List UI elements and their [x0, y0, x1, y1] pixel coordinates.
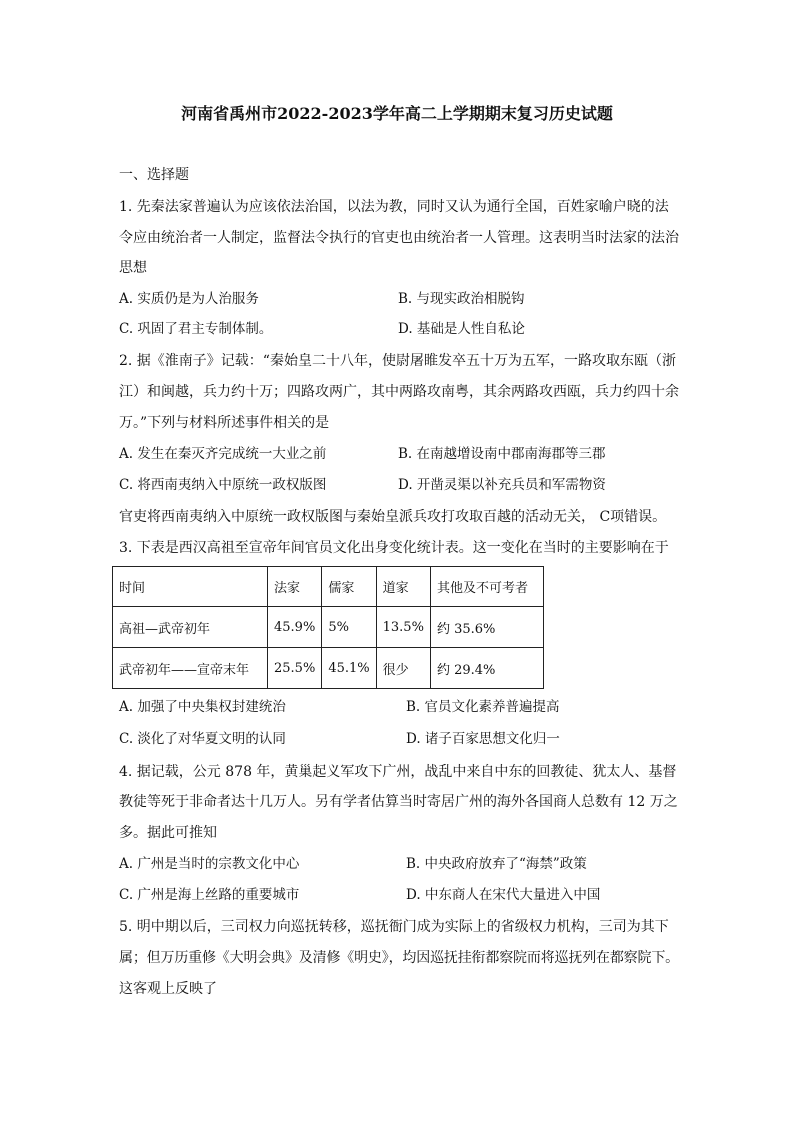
table-cell: 5%: [322, 607, 376, 648]
table-header-cell: 法家: [268, 567, 322, 607]
q4-option-c[interactable]: C. 广州是海上丝路的重要城市: [119, 887, 300, 903]
q3-stats-table: [112, 566, 544, 689]
q1-line-3: 思想: [119, 260, 147, 276]
q3-option-b[interactable]: B. 官员文化素养普遍提高: [406, 699, 560, 715]
table-cell: 45.9%: [268, 607, 322, 648]
table-cell: 高祖—武帝初年: [113, 607, 268, 648]
q1-option-a[interactable]: A. 实质仍是为人治服务: [119, 291, 259, 307]
q4-option-b[interactable]: B. 中央政府放弃了“海禁”政策: [406, 856, 587, 872]
q4-line-1: 4. 据记载，公元 878 年，黄巢起义军攻下广州，战乱中来自中东的回教徒、犹太人、基督: [119, 764, 677, 780]
q5-line-2: 属；但万历重修《大明会典》及清修《明史》，均因巡抚挂衔都察院而将巡抚列在都察院下。: [119, 950, 679, 966]
q2-option-a[interactable]: A. 发生在秦灭齐完成统一大业之前: [119, 446, 327, 462]
table-header-cell: 时间: [113, 567, 268, 607]
table-header-cell: 其他及不可考者: [430, 567, 543, 607]
table-header-cell: 儒家: [322, 567, 376, 607]
q2-line-2: 江）和闽越，兵力约十万；四路攻两广，其中两路攻南粤，其余两路攻西瓯，兵力约四十余: [119, 384, 679, 400]
table-cell: 约 29.4%: [430, 648, 543, 689]
table-cell: 45.1%: [322, 648, 376, 689]
q1-option-b[interactable]: B. 与现实政治相脱钩: [398, 291, 525, 307]
q2-option-d[interactable]: D. 开凿灵渠以补充兵员和军需物资: [398, 477, 606, 493]
q2-option-b[interactable]: B. 在南越增设南中郡南海郡等三郡: [398, 446, 606, 462]
q5-line-3: 这客观上反映了: [119, 981, 217, 997]
q2-option-c[interactable]: C. 将西南夷纳入中原统一政权版图: [119, 477, 327, 493]
q4-line-3: 多。据此可推知: [119, 825, 217, 841]
table-cell: 25.5%: [268, 648, 322, 689]
q4-option-a[interactable]: A. 广州是当时的宗教文化中心: [119, 856, 300, 872]
table-cell: 13.5%: [376, 607, 430, 648]
table-row: [113, 607, 544, 648]
table-cell: 很少: [376, 648, 430, 689]
table-header-row: [113, 567, 544, 607]
q2-line-1: 2. 据《淮南子》记载：“秦始皇二十八年，使尉屠睢发卒五十万为五军，一路攻取东瓯（浙: [119, 353, 676, 369]
table-row: [113, 648, 544, 689]
q1-line-2: 令应由统治者一人制定，监督法令执行的官吏也由统治者一人管理。这表明当时法家的法治: [119, 230, 679, 246]
q3-option-d[interactable]: D. 诸子百家思想文化归一: [406, 731, 560, 747]
q1-option-c[interactable]: C. 巩固了君主专制体制。: [119, 321, 273, 337]
table-header-cell: 道家: [376, 567, 430, 607]
table-cell: 武帝初年——宣帝末年: [113, 648, 268, 689]
q4-option-d[interactable]: D. 中东商人在宋代大量进入中国: [406, 887, 601, 903]
q1-option-d[interactable]: D. 基础是人性自私论: [398, 321, 525, 337]
q4-line-2: 教徒等死于非命者达十几万人。另有学者估算当时寄居广州的海外各国商人总数有 12 万之: [119, 794, 678, 810]
q2-line-3: 万。”下列与材料所述事件相关的是: [119, 415, 330, 431]
q3-option-a[interactable]: A. 加强了中央集权封建统治: [119, 699, 286, 715]
q5-line-1: 5. 明中期以后，三司权力向巡抚转移，巡抚衙门成为实际上的省级权力机构，三司为其下: [119, 919, 669, 935]
q3-line-1: 3. 下表是西汉高祖至宣帝年间官员文化出身变化统计表。这一变化在当时的主要影响在于: [119, 540, 669, 556]
q2-note: 官吏将西南夷纳入中原统一政权版图与秦始皇派兵攻打攻取百越的活动无关， C项错误。: [119, 509, 667, 525]
q3-option-c[interactable]: C. 淡化了对华夏文明的认同: [119, 731, 286, 747]
section-heading: 一、选择题: [119, 167, 189, 183]
table-cell: 约 35.6%: [430, 607, 543, 648]
page-title: 河南省禹州市2022-2023学年高二上学期期末复习历史试题: [181, 104, 613, 123]
q1-line-1: 1. 先秦法家普遍认为应该依法治国，以法为教，同时又认为通行全国，百姓家喻户晓的法: [119, 199, 669, 215]
